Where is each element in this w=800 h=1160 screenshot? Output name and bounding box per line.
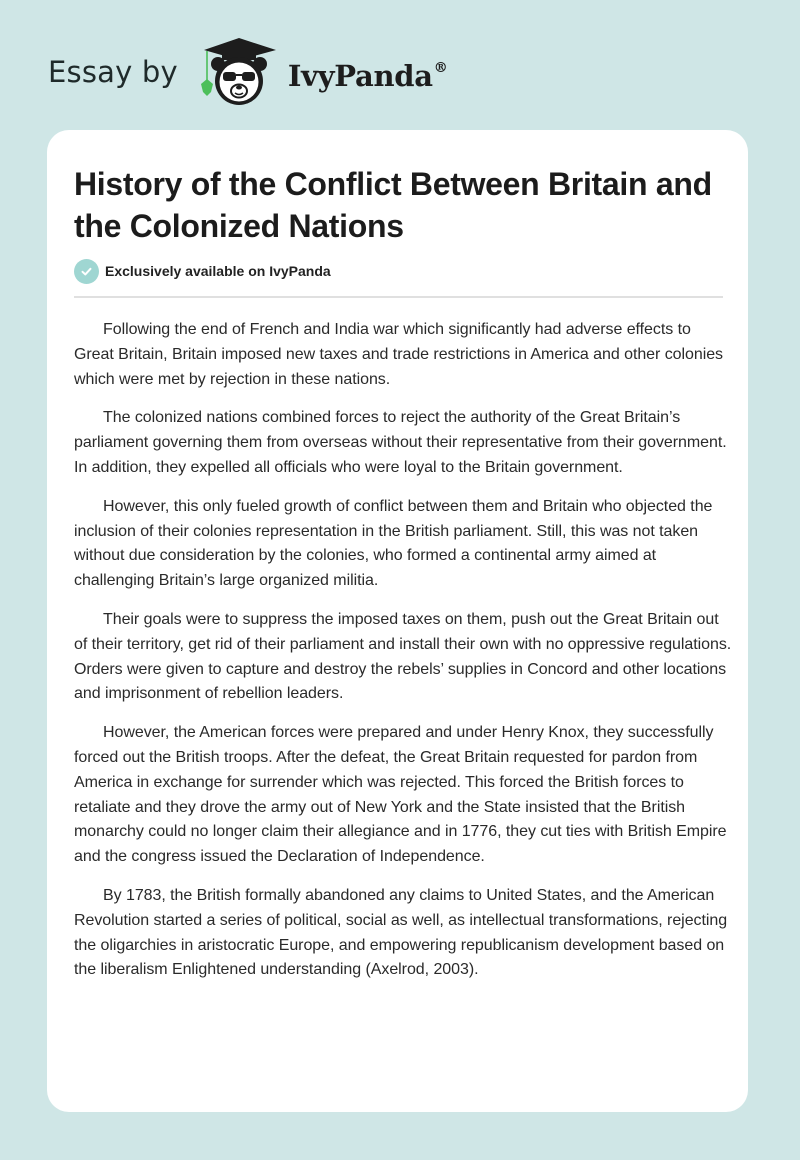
exclusive-badge (74, 258, 722, 284)
check-circle-icon (74, 259, 99, 284)
paragraph: By 1783, the British formally abandoned any claims to United States, and the American Revolution started a series of political, social as well, as intellectual transformations, rejecting the oligarchies in aristocratic Europe, and empowering republicanism development based on the liberalism Enlightened understanding (Axelrod, 2003). (74, 886, 728, 979)
paragraph: The colonized nations combined forces to reject the authority of the Great Britain’s parliament governing them from overseas without their representative from their government. In addition, they expelled all officials who were loyal to the Britain government. (74, 409, 727, 476)
essay-title: History of the Conflict Between Britain and the Colonized Nations (74, 166, 712, 244)
brand-text: IvyPanda (287, 59, 433, 93)
site-header (48, 36, 447, 108)
essay-by-label: Essay by (48, 55, 178, 89)
paragraph: Following the end of French and India war which significantly had adverse effects to Great Britain, Britain imposed new taxes and trade restrictions in America and other colonies which were met by rejection in these nations. (74, 321, 724, 388)
essay-body (74, 318, 734, 983)
essay-card (47, 130, 748, 1112)
panda-graduate-icon[interactable] (196, 36, 282, 108)
paragraph: However, the American forces were prepared and under Henry Knox, they successfully forced out the British troops. After the defeat, the Great Britain requested for pardon from America in exchange for surrender which was rejected. This forced the British forces to retaliate and they drove the army out of New York and the State insisted that the British monarchy could no longer claim their allegiance and in 1776, they cut ties with British Empire and the congress issued the Declaration of Independence. (74, 724, 727, 866)
paragraph: However, this only fueled growth of conflict between them and Britain who objected the inclusion of their colonies representation in the British parliament. Still, this was not taken without due consideration by the colonies, who formed a continental army aimed at challenging Britain’s large organized militia. (74, 497, 713, 590)
divider (74, 296, 723, 298)
trademark-symbol: ® (433, 60, 448, 76)
exclusive-badge-text: Exclusively available on IvyPanda (105, 263, 331, 279)
paragraph: Their goals were to suppress the imposed taxes on them, push out the Great Britain out of their territory, get rid of their parliament and install their own with no oppressive regulations. Orders were given to capture and destroy the rebels’ supplies in Concord and other locations and imprisonment of rebellion leaders. (74, 610, 732, 703)
brand-name[interactable] (288, 59, 448, 93)
